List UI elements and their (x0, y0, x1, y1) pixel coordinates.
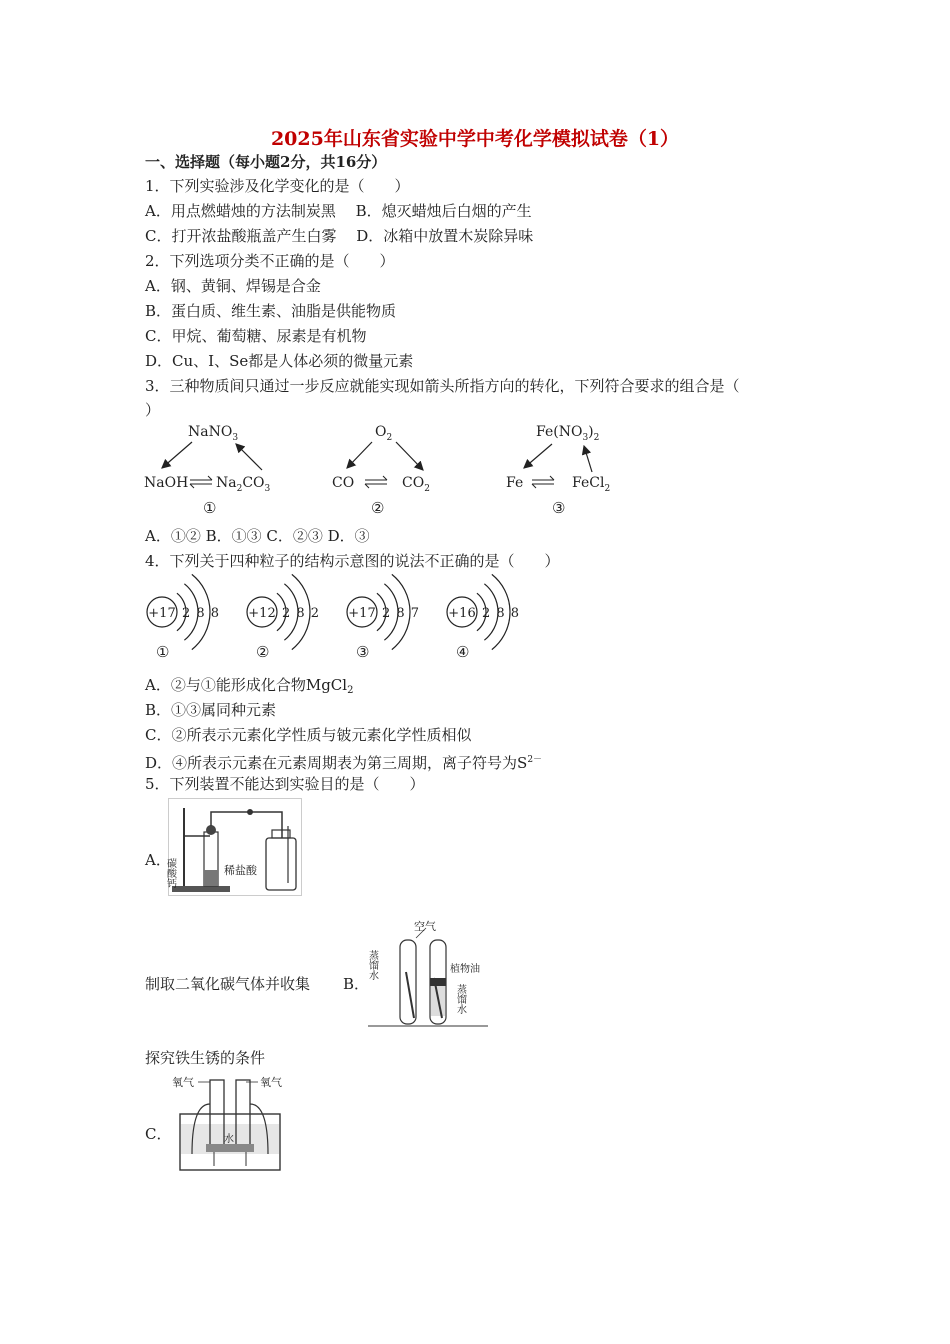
q1-options-row2: C．打开浓盐酸瓶盖产生白雾 D．冰箱中放置木炭除异味 (145, 227, 534, 245)
q2-option-b: B．蛋白质、维生素、油脂是供能物质 (145, 302, 397, 320)
atom-diagram-3 (347, 574, 420, 661)
q3-diagram-3 (506, 424, 610, 517)
q5-apparatus-b (368, 918, 488, 1030)
section-heading: 一、选择题（每小题2分，共16分） (145, 153, 387, 171)
q4-option-d: D．④所表示元素在元素周期表为第三周期，离子符号为$S^{2-}$ (145, 754, 543, 772)
atom-number: ② (256, 643, 270, 661)
svg-text:CO2: $CO_2$ (402, 475, 430, 494)
q3-d2-arrow-right (396, 442, 423, 470)
q4-atom-diagrams (140, 572, 530, 664)
q5-option-b-caption: 探究铁生锈的条件 (145, 1049, 266, 1067)
svg-text:①: ① (203, 499, 217, 517)
q4-stem: 4．下列关于四种粒子的结构示意图的说法不正确的是（ ） (145, 552, 560, 570)
atom-number: ③ (356, 643, 370, 661)
q5-option-a-label: A． (145, 851, 171, 869)
svg-text:空气: 空气 (414, 920, 436, 933)
q3-conversion-diagrams (140, 418, 630, 520)
electron-counts: 2 8 7 (382, 606, 421, 621)
q1-stem: 1．下列实验涉及化学变化的是（ ） (145, 177, 410, 195)
q3-d3-arrow-up (584, 446, 592, 472)
q3-d1-arrow-left (162, 442, 192, 468)
q4-option-b: B．①③属同种元素 (145, 701, 277, 719)
atom-number: ④ (456, 643, 470, 661)
electron-counts: 2 8 2 (282, 606, 321, 621)
nucleus-charge: +16 (448, 606, 476, 621)
svg-text:③: ③ (552, 499, 566, 517)
svg-text:NaOH: NaOH (144, 475, 189, 491)
q2-stem: 2．下列选项分类不正确的是（ ） (145, 252, 395, 270)
q5-apparatus-a (164, 798, 302, 896)
q4-atom-group (147, 574, 520, 661)
nucleus-charge: +12 (248, 606, 276, 621)
svg-text:水: 水 (224, 1134, 234, 1145)
atom-diagram-1 (147, 574, 220, 661)
q2-option-d: D．Cu、I、Se都是人体必须的微量元素 (145, 352, 414, 370)
svg-text:CO: CO (332, 475, 355, 491)
q3-diagram-1 (144, 424, 271, 517)
q5-apparatus-c (170, 1070, 290, 1174)
svg-text:Fe: Fe (506, 475, 524, 491)
q4-option-a: A．②与①能形成化合物MgCl$_2$ (145, 676, 354, 696)
q3-d2-reversible-arrow (365, 476, 387, 488)
nucleus-charge: +17 (348, 606, 376, 621)
q3-d3-arrow-left (524, 444, 552, 468)
svg-text:碳酸钙: 碳酸钙 (164, 858, 176, 888)
svg-text:Fe(NO3)2: $Fe(NO_3)_2$ (536, 424, 600, 443)
q3-d1-arrow-right (236, 444, 262, 470)
svg-text:O2: $O_2$ (375, 424, 393, 443)
svg-text:氧气: 氧气 (260, 1076, 282, 1089)
nucleus-charge: +17 (148, 606, 176, 621)
electron-counts: 2 8 8 (182, 606, 221, 621)
q5-option-b-label: B． (343, 975, 370, 993)
q3-stem: 3．三种物质间只通过一步反应就能实现如箭头所指方向的转化，下列符合要求的组合是（ (145, 377, 740, 395)
svg-text:②: ② (371, 499, 385, 517)
q5-stem: 5．下列装置不能达到实验目的是（ ） (145, 775, 425, 793)
page-title: 2025年山东省实验中学中考化学模拟试卷（1） (270, 128, 680, 150)
svg-text:Na2CO3: $Na_2CO_3$ (216, 475, 271, 494)
atom-diagram-2 (247, 574, 320, 661)
q3-options: A．①② B．①③ C．②③ D．③ (145, 527, 370, 545)
svg-text:蒸馏水: 蒸馏水 (454, 984, 466, 1014)
atom-number: ① (156, 643, 170, 661)
q2-option-c: C．甲烷、葡萄糖、尿素是有机物 (145, 327, 367, 345)
svg-text:FeCl2: FeCl$_2$ (572, 475, 611, 494)
q2-option-a: A．钢、黄铜、焊锡是合金 (145, 277, 321, 295)
svg-text:植物油: 植物油 (450, 964, 480, 975)
electron-counts: 2 8 8 (482, 606, 521, 621)
q3-d3-reversible-arrow (532, 476, 554, 488)
svg-text:稀盐酸: 稀盐酸 (224, 864, 257, 877)
svg-text:氧气: 氧气 (172, 1076, 194, 1089)
q3-d1-reversible-arrow (190, 476, 212, 488)
q5-option-a-caption: 制取二氧化碳气体并收集 (145, 975, 311, 993)
q3-d2-arrow-left (347, 442, 372, 468)
atom-diagram-4 (447, 574, 520, 661)
svg-text:蒸馏水: 蒸馏水 (366, 950, 378, 980)
svg-text:NaNO3: NaNO$_3$ (188, 424, 239, 443)
q5-option-c-label: C． (145, 1125, 172, 1143)
q3-stem-end: ） (145, 401, 161, 419)
q4-option-c: C．②所表示元素化学性质与铍元素化学性质相似 (145, 726, 472, 744)
q3-diagram-2 (332, 424, 430, 517)
q1-options-row1: A．用点燃蜡烛的方法制炭黑 B．熄灭蜡烛后白烟的产生 (145, 202, 532, 220)
